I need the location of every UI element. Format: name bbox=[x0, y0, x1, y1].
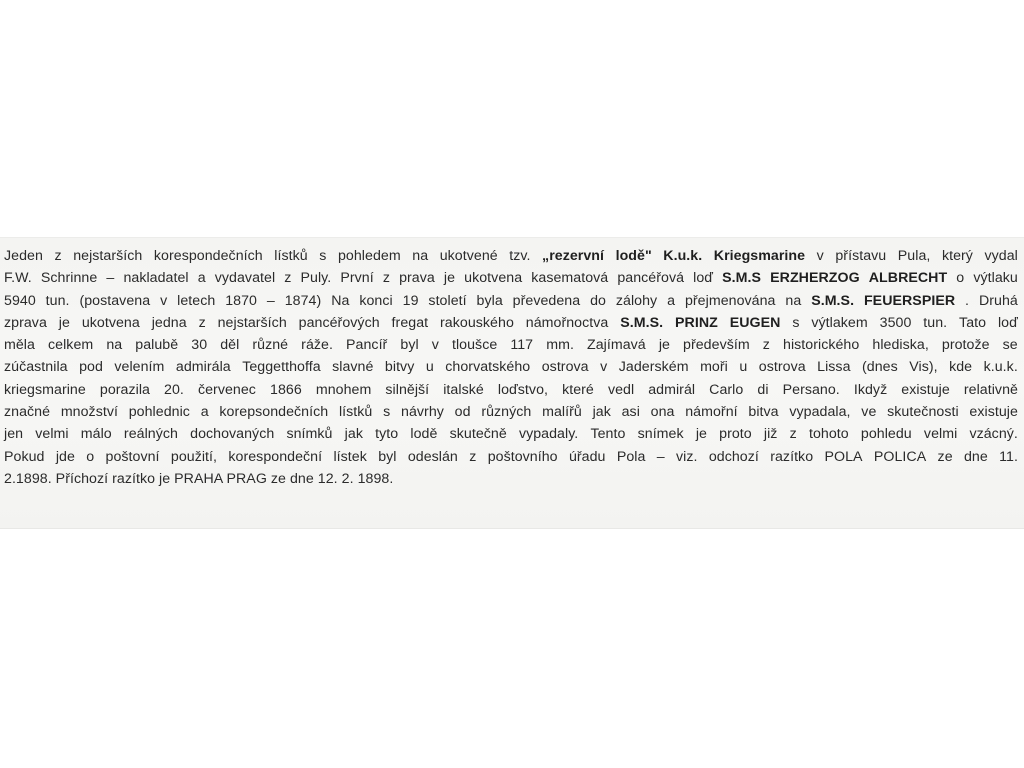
word: admirál bbox=[648, 381, 696, 398]
word: Zajímavá bbox=[587, 337, 646, 354]
text-segment: 2.1898. Příchozí razítko je PRAHA PRAG ze dne 12. 2. 1898. bbox=[4, 470, 394, 487]
word: vypadaly. bbox=[518, 426, 579, 443]
word: Carlo bbox=[709, 381, 744, 398]
text-line bbox=[4, 267, 1018, 289]
word: byl bbox=[400, 337, 419, 354]
word: razítko bbox=[770, 448, 814, 465]
word: existuje bbox=[969, 404, 1018, 421]
word: 11. bbox=[999, 448, 1018, 465]
word: – bbox=[656, 448, 665, 465]
word: zálohy bbox=[615, 292, 658, 309]
word: použití, bbox=[170, 448, 218, 465]
word: ostrova bbox=[541, 359, 589, 376]
word: různé bbox=[252, 337, 289, 354]
word: Schrinne bbox=[40, 270, 98, 287]
word: poštovního bbox=[487, 448, 558, 465]
word: v bbox=[816, 248, 824, 264]
word: vedl bbox=[607, 381, 635, 398]
text-line bbox=[4, 446, 1018, 468]
word: lístek bbox=[333, 448, 367, 465]
word: vydavatel bbox=[214, 270, 276, 287]
word: chorvatského bbox=[445, 359, 531, 376]
word: malířů bbox=[542, 404, 582, 421]
word: velmi bbox=[923, 426, 958, 443]
postcard-description-text bbox=[4, 245, 1018, 490]
word: – bbox=[266, 292, 275, 309]
word: od bbox=[454, 404, 471, 421]
word: v bbox=[160, 292, 168, 309]
word: Lissa bbox=[817, 359, 851, 376]
text-line bbox=[4, 245, 1018, 267]
word: POLA bbox=[824, 448, 863, 465]
word: tun. bbox=[45, 292, 70, 309]
word: do bbox=[590, 292, 606, 309]
word: úřadu bbox=[568, 448, 606, 465]
word: mnohem bbox=[315, 381, 372, 398]
word: na bbox=[106, 337, 123, 354]
word: pohledem bbox=[337, 248, 401, 264]
word: v bbox=[600, 359, 608, 376]
word: relativně bbox=[963, 381, 1018, 398]
word: 117 bbox=[510, 337, 534, 354]
word: 5940 bbox=[4, 292, 36, 309]
word: již bbox=[763, 426, 778, 443]
word: tzv. bbox=[509, 248, 531, 264]
word: námořnoctva bbox=[525, 314, 609, 331]
word: lístků bbox=[274, 248, 308, 264]
word: POLICA bbox=[873, 448, 927, 465]
word: o bbox=[86, 448, 95, 465]
word: celkem bbox=[48, 337, 94, 354]
word: pohlednic bbox=[128, 404, 190, 421]
bold-word: FEUERSPIER bbox=[863, 292, 956, 309]
word: je bbox=[58, 314, 70, 331]
word: z bbox=[762, 337, 770, 354]
word: které bbox=[562, 381, 594, 398]
text-line bbox=[4, 334, 1018, 356]
word: protože bbox=[941, 337, 990, 354]
bold-word: „rezervní bbox=[542, 248, 605, 264]
word: jak bbox=[592, 404, 611, 421]
word: zúčastnila bbox=[4, 359, 68, 376]
word: 30 bbox=[191, 337, 208, 354]
word: Puly. bbox=[300, 270, 332, 287]
text-line bbox=[4, 356, 1018, 378]
word: kasematová bbox=[531, 270, 609, 287]
word: tohoto bbox=[808, 426, 849, 443]
word: kriegsmarine bbox=[4, 381, 86, 398]
word: nejstarších bbox=[217, 314, 287, 331]
word: pancéřová bbox=[617, 270, 685, 287]
word: skutečnosti bbox=[887, 404, 959, 421]
word: jedna bbox=[151, 314, 187, 331]
word: pohledu bbox=[860, 426, 912, 443]
word: korespondečních bbox=[153, 248, 263, 264]
word: dne bbox=[963, 448, 988, 465]
word: Ikdyž bbox=[853, 381, 888, 398]
word: hlediska, bbox=[872, 337, 929, 354]
word: di bbox=[757, 381, 769, 398]
word: snímků bbox=[286, 426, 333, 443]
word: – bbox=[106, 270, 115, 287]
word: k.u.k. bbox=[983, 359, 1018, 376]
word: a bbox=[667, 292, 676, 309]
word: Druhá bbox=[978, 292, 1018, 309]
word: italské bbox=[443, 381, 484, 398]
word: jak bbox=[344, 426, 363, 443]
text-line bbox=[4, 290, 1018, 312]
word: na bbox=[412, 248, 429, 264]
word: velením bbox=[114, 359, 165, 376]
word: Pancíř bbox=[346, 337, 388, 354]
word: u bbox=[425, 359, 434, 376]
word: korepsondečních bbox=[219, 404, 329, 421]
bold-word: PRINZ bbox=[675, 314, 718, 331]
word: F.W. bbox=[4, 270, 32, 287]
word: slavné bbox=[332, 359, 374, 376]
word: děl bbox=[220, 337, 240, 354]
bold-word: ERZHERZOG bbox=[770, 270, 860, 287]
text-line bbox=[4, 312, 1018, 334]
word: reálných bbox=[123, 426, 178, 443]
word: letech bbox=[177, 292, 216, 309]
word: silnější bbox=[385, 381, 430, 398]
word: a bbox=[197, 270, 206, 287]
word: z bbox=[284, 270, 292, 287]
word: z bbox=[382, 270, 390, 287]
word: 3500 bbox=[879, 314, 912, 331]
word: byl bbox=[378, 448, 397, 465]
word: červenec bbox=[197, 381, 256, 398]
word: s bbox=[319, 248, 327, 264]
word: měla bbox=[4, 337, 35, 354]
word: prava bbox=[399, 270, 435, 287]
word: značné bbox=[4, 404, 51, 421]
word: o bbox=[956, 270, 965, 287]
word: loď bbox=[693, 270, 714, 287]
word: především bbox=[683, 337, 750, 354]
word: je bbox=[695, 426, 707, 443]
word: fregat bbox=[391, 314, 429, 331]
text-line bbox=[4, 468, 1018, 490]
word: je bbox=[658, 337, 670, 354]
word: lodě bbox=[410, 426, 438, 443]
word: 19 bbox=[402, 292, 419, 309]
word: Tato bbox=[959, 314, 987, 331]
word: který bbox=[941, 248, 973, 264]
word: nakladatel bbox=[123, 270, 189, 287]
word: Persano. bbox=[782, 381, 840, 398]
word: převedena bbox=[512, 292, 581, 309]
word: 1874) bbox=[284, 292, 322, 309]
word: málo bbox=[80, 426, 112, 443]
word: jde bbox=[55, 448, 75, 465]
word: pod bbox=[79, 359, 103, 376]
word: ostrova bbox=[758, 359, 806, 376]
word: ukotvena bbox=[81, 314, 140, 331]
word: ona bbox=[650, 404, 675, 421]
word: moři bbox=[700, 359, 728, 376]
word: . bbox=[965, 292, 970, 309]
text-line bbox=[4, 379, 1018, 401]
word: korespondeční bbox=[228, 448, 323, 465]
word: ze bbox=[937, 448, 953, 465]
word: Pokud bbox=[4, 448, 45, 465]
word: nejstarších bbox=[73, 248, 143, 264]
word: rakouského bbox=[440, 314, 514, 331]
word: Pola bbox=[616, 448, 646, 465]
word: z bbox=[198, 314, 206, 331]
word: vypadala, bbox=[789, 404, 851, 421]
word: loď bbox=[997, 314, 1018, 331]
word: odeslán bbox=[407, 448, 458, 465]
word: existuje bbox=[901, 381, 950, 398]
word: množství bbox=[60, 404, 118, 421]
word: viz. bbox=[676, 448, 698, 465]
word: mm. bbox=[546, 337, 574, 354]
word: 20. bbox=[164, 381, 184, 398]
word: velmi bbox=[35, 426, 69, 443]
word: století bbox=[428, 292, 467, 309]
word: bitva bbox=[748, 404, 779, 421]
bold-word: ALBRECHT bbox=[868, 270, 948, 287]
word: Jaderském bbox=[618, 359, 689, 376]
word: porazila bbox=[99, 381, 150, 398]
word: snímek bbox=[637, 426, 684, 443]
word: 1870 bbox=[225, 292, 257, 309]
word: námořní bbox=[685, 404, 738, 421]
word: 1866 bbox=[270, 381, 302, 398]
word: je bbox=[443, 270, 456, 287]
word: (postavena bbox=[79, 292, 151, 309]
word: v bbox=[431, 337, 439, 354]
word: ráže. bbox=[301, 337, 333, 354]
word: odchozí bbox=[708, 448, 759, 465]
word: kde bbox=[949, 359, 973, 376]
word: První bbox=[340, 270, 374, 287]
word: dochovaných bbox=[190, 426, 275, 443]
word: historického bbox=[783, 337, 860, 354]
word: bitvy bbox=[384, 359, 415, 376]
word: poštovní bbox=[105, 448, 160, 465]
word: vzácný. bbox=[969, 426, 1018, 443]
bold-word: Kriegsmarine bbox=[713, 248, 806, 264]
word: přístavu bbox=[835, 248, 887, 264]
text-line bbox=[4, 401, 1018, 423]
bold-word: lodě" bbox=[615, 248, 652, 264]
bold-word: S.M.S. bbox=[811, 292, 855, 309]
word: konci bbox=[359, 292, 393, 309]
word: pancéřových bbox=[298, 314, 380, 331]
word: Vis), bbox=[909, 359, 938, 376]
word: z bbox=[469, 448, 477, 465]
word: s bbox=[792, 314, 800, 331]
word: Jeden bbox=[4, 248, 43, 264]
word: různých bbox=[481, 404, 532, 421]
word: Na bbox=[331, 292, 350, 309]
word: byla bbox=[476, 292, 503, 309]
bold-word: S.M.S. bbox=[620, 314, 664, 331]
word: vydal bbox=[984, 248, 1018, 264]
word: tyto bbox=[375, 426, 399, 443]
word: přejmenována bbox=[684, 292, 776, 309]
word: Tento bbox=[590, 426, 626, 443]
word: ve bbox=[861, 404, 877, 421]
word: Teggetthoffa bbox=[242, 359, 321, 376]
word: ukotvené bbox=[439, 248, 498, 264]
word: ukotvena bbox=[464, 270, 523, 287]
text-line bbox=[4, 423, 1018, 445]
word: loďstvo, bbox=[497, 381, 549, 398]
word: lístků bbox=[338, 404, 373, 421]
word: na bbox=[785, 292, 802, 309]
word: a bbox=[200, 404, 209, 421]
bold-word: K.u.k. bbox=[663, 248, 703, 264]
word: u bbox=[739, 359, 748, 376]
word: z bbox=[54, 248, 62, 264]
word: (dnes bbox=[862, 359, 898, 376]
word: s bbox=[383, 404, 391, 421]
word: proto bbox=[719, 426, 752, 443]
bold-word: EUGEN bbox=[729, 314, 781, 331]
word: jen bbox=[4, 426, 24, 443]
word: tloušce bbox=[451, 337, 498, 354]
word: admirála bbox=[175, 359, 231, 376]
word: výtlaku bbox=[973, 270, 1018, 287]
word: se bbox=[1002, 337, 1018, 354]
word: palubě bbox=[135, 337, 179, 354]
word: výtlakem bbox=[811, 314, 868, 331]
word: tun. bbox=[923, 314, 948, 331]
word: zprava bbox=[4, 314, 47, 331]
word: skutečně bbox=[449, 426, 507, 443]
word: z bbox=[789, 426, 797, 443]
word: Pula, bbox=[897, 248, 931, 264]
bold-word: S.M.S bbox=[722, 270, 762, 287]
word: návrhy bbox=[401, 404, 444, 421]
word: asi bbox=[621, 404, 640, 421]
